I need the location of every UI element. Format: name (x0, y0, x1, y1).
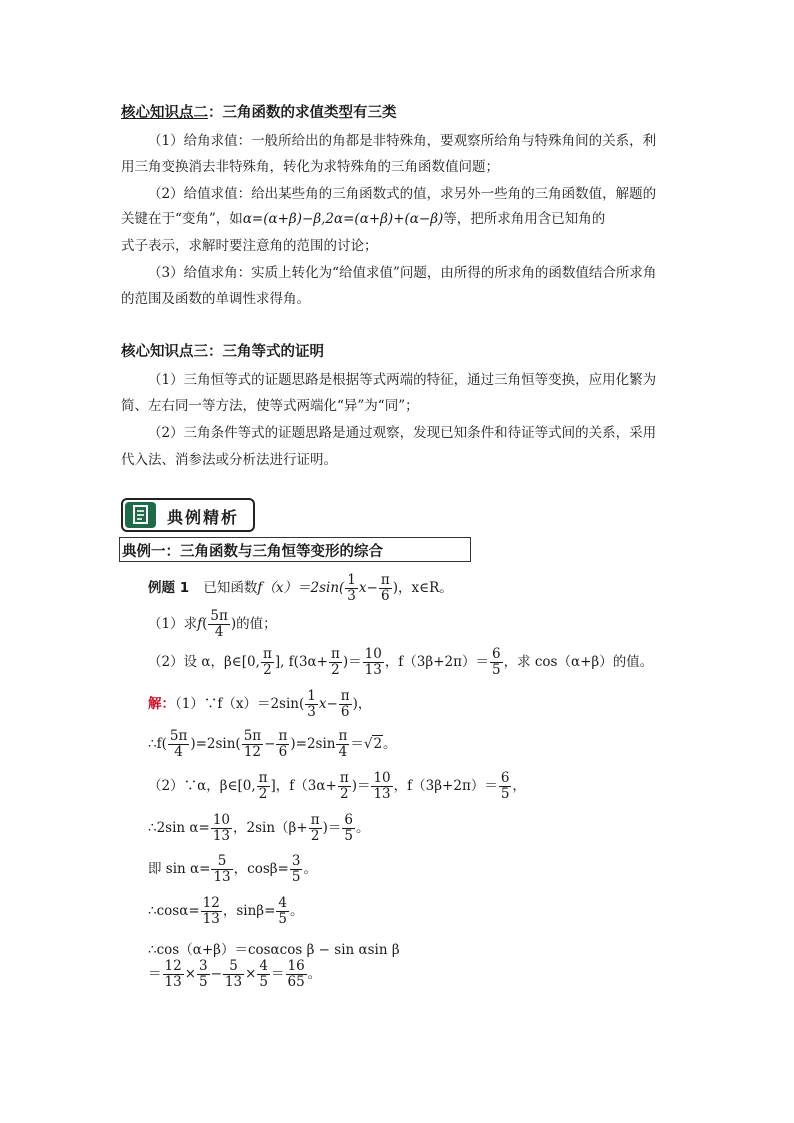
section3-p1-line1: （1）三角恒等式的证题思路是根据等式两端的特征，通过三角恒等变换，应用化繁为 (148, 372, 657, 388)
solution-line7: ∴cos（α+β）＝cosαcos β − sin αsin β (148, 942, 400, 958)
section2-p2-line1: （2）给值求值：给出某些角的三角函数式的值，求另外一些角的三角函数值，解题的 (148, 186, 657, 202)
section2-p1-line2: 用三角变换消去非特殊角，转化为求特殊角的三角函数值问题； (121, 159, 499, 175)
banner-label: 典例精析 (167, 508, 240, 527)
section3-title: 核心知识点三：三角等式的证明 (121, 344, 324, 360)
section2-p2-line2 (121, 209, 605, 229)
example-bar (119, 537, 471, 562)
example1-label: 例题 1 (148, 580, 190, 596)
frac-5pi-4: $\frac{5\pi}{4}$ (210, 608, 228, 640)
section2-title (121, 103, 397, 123)
example1-q1: （1）求f( $\frac{5\pi}{4}$ )的值； (148, 608, 277, 640)
section2-p2-line3: 式子表示，求解时要注意角的范围的讨论； (121, 238, 378, 254)
section3-p2-line2: 代入法、消参法或分析法进行证明。 (121, 452, 337, 468)
solution-line1: 解：（1）∵f（x）＝2sin( $\frac{1}{3}$ x− $\frac{\pi}{6}$ )， (148, 688, 372, 720)
angle-formula: α=(α+β)−β,2α=(α+β)+(α−β) (242, 211, 444, 227)
example-banner (121, 498, 255, 532)
solution-line5: 即 sin α= $\frac{5}{13}$ ，cosβ= $\frac{3}{5}$ 。 (148, 853, 317, 885)
example1-intro: 已知函数 (203, 580, 258, 596)
section2-title-underlined: 核心知识点二 (121, 105, 208, 121)
solution-line2: ∴f( $\frac{5\pi}{4}$ )=2sin( $\frac{5\pi}{12}$ − $\frac{\pi}{6}$ )=2sin $\frac{\pi}{4}$ ＝√2。 (148, 728, 397, 760)
section2-title-rest: ：三角函数的求值类型有三类 (208, 105, 397, 121)
section2-p3-line1: （3）给值求角：实质上转化为“给值求值”问题，由所得的所求角的函数值结合所求角 (148, 265, 657, 281)
frac-pi-six: $\frac{\pi}{6}$ (380, 572, 390, 604)
solution-label: 解： (148, 696, 175, 712)
example1-domain: ，x∈R。 (397, 580, 453, 596)
solution-line4: ∴2sin α= $\frac{10}{13}$ ，2sin（β+ $\frac{\pi}{2}$ )＝ $\frac{6}{5}$ 。 (148, 812, 370, 844)
sqrt-two: √2 (363, 736, 383, 752)
section3-p1-line2: 简、左右同一等方法，使等式两端化“异”为“同”； (121, 398, 419, 414)
example1-fx: f（x）＝2sin( (257, 580, 345, 596)
solution-line6: ∴cosα= $\frac{12}{13}$ ，sinβ= $\frac{4}{5}$ 。 (148, 895, 304, 927)
example-bar-title: 典例一：三角函数与三角恒等变形的综合 (122, 544, 383, 560)
example1-q2: （2）设 α，β∈[0, $\frac{\pi}{2}$ ], f(3α+ $\frac{\pi}{2}$ )＝ $\frac{10}{13}$ ，f（3β+2π）＝ $\frac{6}{5}$ ，求 cos（α+β）的值。 (148, 646, 654, 678)
frac-one-third: $\frac{1}{3}$ (347, 572, 356, 604)
example1-statement: 例题 1 已知函数f（x）＝2sin( $\frac{1}{3}$ x− $\frac{\pi}{6}$ )，x∈R。 (148, 572, 453, 604)
solution-line3: （2）∵α，β∈[0, $\frac{\pi}{2}$ ]，f（3α+ $\frac{\pi}{2}$ )＝ $\frac{10}{13}$ ，f（3β+2π）＝ $\frac{6}{5}$ ， (148, 770, 526, 802)
section2-p1-line1: （1）给角求值：一般所给出的角都是非特殊角，要观察所给角与特殊角间的关系，利 (148, 133, 657, 149)
p2-text-post: 等，把所求角用含已知角的 (443, 211, 606, 227)
solution-line8: ＝ $\frac{12}{13}$ × $\frac{3}{5}$ − $\frac{5}{13}$ × $\frac{4}{5}$ ＝ $\frac{16}{65}$ 。 (148, 958, 322, 990)
document-list-icon (125, 502, 156, 528)
section3-p2-line1: （2）三角条件等式的证题思路是通过观察，发现已知条件和待证等式间的关系，采用 (148, 425, 657, 441)
p2-text-pre: 关键在于“变角”，如 (121, 211, 243, 227)
section2-p3-line2: 的范围及函数的单调性求得角。 (121, 291, 310, 307)
